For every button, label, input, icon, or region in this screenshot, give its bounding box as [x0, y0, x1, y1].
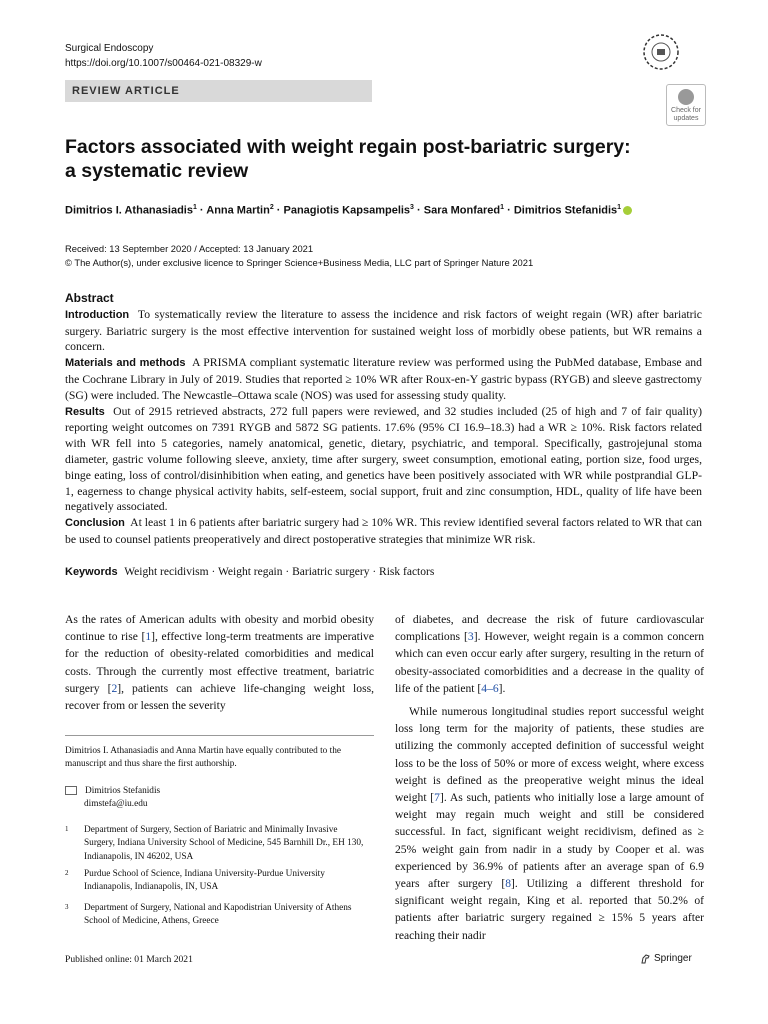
- author-name[interactable]: Panagiotis Kapsampelis: [283, 204, 411, 217]
- text: ]. As such, patients who initially lose a large amount of weight may regain much weight and still be considered successful. In fact, significant weight recidivism, defined as ≥ 25% weight gain from nadir in a study by Cooper et al. was experienced by 36.9% of patients after an average span of 6.9 years after surgery [: [395, 791, 704, 891]
- abstract-introduction: [65, 307, 702, 355]
- section-text: At least 1 in 6 patients after bariatric surgery had ≥ 10% WR. This review identified several factors related to WR that can be used to counsel patients preoperatively and direct postoperative strategies that minimize WR risk.: [65, 516, 703, 546]
- author-aff: 3: [410, 204, 414, 211]
- doi-link[interactable]: https://doi.org/10.1007/s00464-021-08329-w: [65, 58, 262, 69]
- author-name[interactable]: Dimitrios I. Athanasiadis: [65, 204, 193, 217]
- section-label: Results: [65, 405, 105, 418]
- check-updates-label: Check for updates: [671, 107, 701, 122]
- body-column-right: [395, 611, 704, 944]
- author-aff: 1: [617, 204, 622, 211]
- section-text: Out of 2915 retrieved abstracts, 272 full papers were reviewed, and 32 studies included (25 of high and 7 of fair quality) reporting weight outcomes on 7391 RYGB and 5872 SG patients. 17.6% (95% CI 16.9–18.3) had a WR ≥ 10%. Risk factors related with WR fell into 5 categories, namely anatomical, genetic, dietary, psychiatric, and temporal. Specifically, gastrojejunal stoma diameter, gastric volume following sleeve, anxiety, time after surgery, sweet consumption, emotional eating, portion size, food urges, binge eating, loss of control/disinhibition when eating, and genetics have been positively associated with WR while postprandial GLP-1, eagerness to change physical activity habits, self-esteem, social support, fruit and zinc consumption, HDL, quality of life have been negatively associated.: [65, 404, 703, 514]
- text: ], patients can achieve life-changing weight loss, recover from or lessen the severity: [65, 681, 374, 713]
- abstract: [65, 291, 702, 548]
- publisher-logo: [640, 953, 692, 964]
- text: ]. However, weight regain is a common concern which can even occur early after surgery, resulting in the return of obesity-associated comorbidities and a decrease in the quality of life of the patient [: [395, 630, 704, 695]
- correspondence-name: Dimitrios Stefanidis: [85, 786, 161, 796]
- citation-link[interactable]: 8: [505, 877, 512, 891]
- author-list: Dimitrios I. Athanasiadis$^1$ · Anna Martin$^2$ · Panagiotis Kapsampelis$^3$ · Sara Monfared$^1$ · Dimitrios Stefanidis$^1$: [65, 204, 705, 217]
- body-column-left: [65, 611, 374, 714]
- author-name[interactable]: Dimitrios Stefanidis: [513, 204, 618, 217]
- received-dates: Received: 13 September 2020 / Accepted: 13 January 2021: [65, 243, 314, 254]
- affiliation-number: 2: [65, 869, 69, 877]
- abstract-conclusion: [65, 515, 702, 548]
- orcid-icon[interactable]: [623, 206, 632, 215]
- citation-link[interactable]: 3: [467, 630, 474, 644]
- text: While numerous longitudinal studies report successful weight loss long term for the majority of patients, these studies are utilizing the commonly accepted definition of successful weight loss to be the loss of 50% or more of excess weight, where excess weight is defined as the preoperative weight minus the ideal weight [: [395, 705, 704, 805]
- affiliation-text: Department of Surgery, Section of Bariatric and Minimally Invasive Surgery, Indiana University School of Medicine, 545 Barnhill Dr., EH 130, Indianapolis, IN 46202, USA: [84, 825, 364, 862]
- affiliation-number: 3: [65, 903, 69, 911]
- author-aff: 1: [192, 204, 197, 211]
- published-date: Published online: 01 March 2021: [65, 954, 193, 965]
- section-label: Conclusion: [65, 517, 125, 530]
- copyright-notice: © The Author(s), under exclusive licence to Springer Science+Business Media, LLC part of Springer Nature 2021: [65, 257, 534, 268]
- envelope-icon: [65, 786, 77, 795]
- section-text: A PRISMA compliant systematic literature review was performed using the PubMed database, Embase and the Cochrane Library in July of 2019. Studies that reported ≥ 10% WR after Roux-en-Y gastric bypass (RYGB) and sleeve gastrectomy (SG) were included. The Newcastle–Ottawa scale (NOS) was used for assessing study quality.: [65, 356, 702, 402]
- section-label: Introduction: [65, 308, 130, 321]
- correspondence-email[interactable]: dimstefa@iu.edu: [84, 799, 148, 810]
- abstract-heading: Abstract: [65, 291, 114, 305]
- paragraph: [395, 703, 704, 944]
- affiliation: [65, 868, 365, 895]
- update-icon: [678, 89, 694, 105]
- citation-link[interactable]: 1: [145, 630, 152, 644]
- text: As the rates of American adults with obesity and morbid obesity continue to rise [: [65, 613, 374, 644]
- journal-logo-icon: [640, 29, 682, 75]
- affiliation-number: 1: [65, 825, 69, 833]
- title-line-2: a systematic review: [65, 160, 249, 182]
- section-text: To systematically review the literature to assess the incidence and risk factors of weight regain (WR) after bariatric surgery. Bariatric surgery is the most effective intervention for sustained weight loss of morbidly obese patients, but WR remains a concern.: [65, 307, 702, 354]
- equal-contribution-note: Dimitrios I. Athanasiadis and Anna Martin have equally contributed to the manuscript and thus share the first authorship.: [65, 746, 342, 770]
- citation-link[interactable]: 2: [111, 681, 118, 695]
- affiliation-text: Department of Surgery, National and Kapodistrian University of Athens School of Medicine, Athens, Greece: [84, 903, 352, 927]
- author-name[interactable]: Sara Monfared: [423, 204, 501, 217]
- paragraph: [65, 611, 374, 714]
- affiliation: [65, 902, 365, 929]
- citation-link[interactable]: 7: [434, 791, 440, 805]
- author-aff: 1: [500, 204, 505, 211]
- keywords-label: Keywords: [65, 566, 118, 578]
- author-aff: 2: [269, 204, 274, 211]
- text: ].: [498, 681, 506, 695]
- title-line-1: Factors associated with weight regain post-bariatric surgery:: [65, 136, 631, 158]
- article-title: [65, 135, 665, 183]
- journal-name: Surgical Endoscopy: [65, 43, 154, 54]
- footnote-divider: [65, 735, 374, 736]
- journal-header: [65, 41, 262, 71]
- abstract-methods: [65, 355, 702, 403]
- keywords-text: Weight recidivism · Weight regain · Bariatric surgery · Risk factors: [124, 566, 435, 578]
- correspondence: [65, 785, 374, 812]
- text: ]. Utilizing a different threshold for significant weight regain, King et al. reported that 50.2% of patients after bariatric surgery regained ≥ 15% 5 years after reaching their nadir: [395, 877, 705, 942]
- author-name[interactable]: Anna Martin: [206, 204, 270, 217]
- text: ], effective long-term treatments are imperative for the reduction of obesity-related comorbidities and medical costs. Through the currently most effective treatment, bariatric surgery [: [65, 630, 374, 695]
- abstract-results: [65, 404, 702, 516]
- paragraph: [395, 611, 704, 697]
- keywords: [65, 566, 705, 578]
- article-history: [65, 242, 533, 270]
- citation-link[interactable]: 4–6: [481, 681, 499, 695]
- section-label: Materials and methods: [65, 357, 186, 370]
- springer-horse-icon: [640, 953, 651, 964]
- publisher-name: Springer: [654, 953, 692, 965]
- affiliation: [65, 824, 365, 864]
- check-for-updates-button[interactable]: [666, 84, 706, 126]
- affiliation-text: Purdue School of Science, Indiana University-Purdue University Indianapolis, Indianapolis, IN, USA: [84, 869, 325, 893]
- text: of diabetes, and decrease the risk of future cardiovascular complications [: [395, 613, 704, 644]
- article-type-banner: REVIEW ARTICLE: [65, 80, 372, 102]
